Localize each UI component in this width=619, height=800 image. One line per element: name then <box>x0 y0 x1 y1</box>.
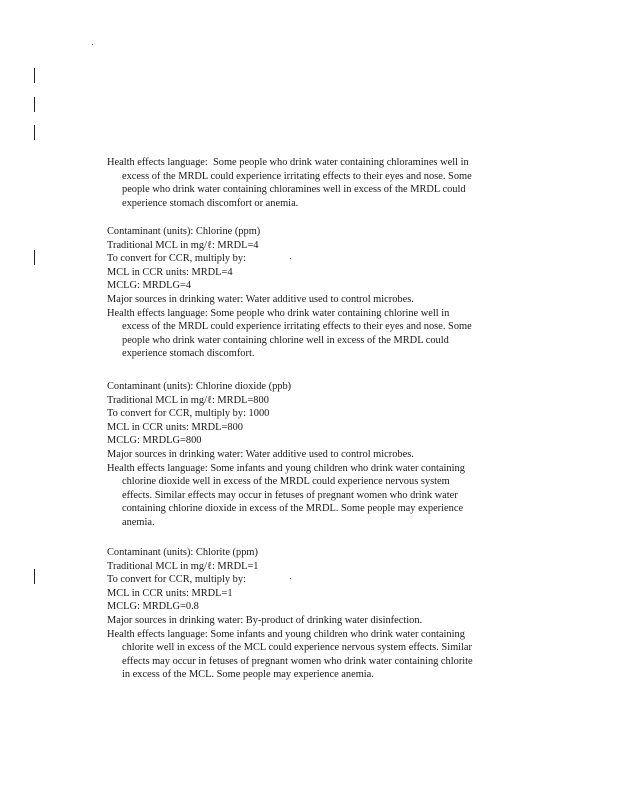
health-effects-line: containing chlorine dioxide in excess of the MRDL. Some people may experience <box>122 503 464 515</box>
health-effects-line: experience stomach discomfort. <box>122 348 255 360</box>
intro-health-line <box>107 156 527 170</box>
change-bar <box>34 68 35 83</box>
mcl-ccr-units: MCL in CCR units: MRDL=800 <box>107 421 243 433</box>
mclg: MCLG: MRDLG=0.8 <box>107 601 199 613</box>
intro-health-effects <box>107 156 527 210</box>
section-chlorine <box>107 225 527 361</box>
major-sources: Major sources in drinking water: Water additive used to control microbes. <box>107 448 414 460</box>
convert-factor: To convert for CCR, multiply by: 1000 <box>107 408 270 420</box>
traditional-mcl: Traditional MCL in mg/ℓ: MRDL=4 <box>107 239 259 251</box>
traditional-mcl: Traditional MCL in mg/ℓ: MRDL=800 <box>107 394 269 406</box>
change-bar <box>34 250 35 265</box>
contaminant-units: Contaminant (units): Chlorine (ppm) <box>107 226 261 237</box>
health-effects-line: chlorine dioxide well in excess of the MRDL could experience nervous system <box>122 476 450 488</box>
major-sources: Major sources in drinking water: Water additive used to control microbes. <box>107 293 414 305</box>
section-chlorine-dioxide <box>107 380 527 530</box>
intro-health-label: Health effects language: <box>107 157 208 168</box>
health-effects-line: effects may occur in fetuses of pregnant women who drink water containing chlorite <box>122 655 473 667</box>
mclg: MCLG: MRDLG=800 <box>107 435 202 447</box>
section-chlorite <box>107 546 527 682</box>
health-effects-line: Health effects language: Some people who drink water containing chlorine well in <box>107 307 450 319</box>
change-bar <box>34 97 35 112</box>
health-effects-line: excess of the MRDL could experience irritating effects to their eyes and nose. Some <box>122 321 472 333</box>
contaminant-units: Contaminant (units): Chlorine dioxide (ppb) <box>107 381 292 392</box>
health-effects-line: anemia. <box>122 516 155 528</box>
convert-factor: To convert for CCR, multiply by: <box>107 574 246 586</box>
change-bar <box>34 569 35 584</box>
mcl-ccr-units: MCL in CCR units: MRDL=1 <box>107 587 233 599</box>
contaminant-units: Contaminant (units): Chlorite (ppm) <box>107 547 258 558</box>
health-effects-line: people who drink water containing chlorine well in excess of the MRDL could <box>122 334 449 346</box>
intro-health-line: excess of the MRDL could experience irritating effects to their eyes and nose. Some <box>122 170 472 182</box>
intro-health-line: experience stomach discomfort or anemia. <box>122 197 299 209</box>
change-bar <box>34 125 35 140</box>
health-effects-line: in excess of the MCL. Some people may experience anemia. <box>122 669 374 681</box>
health-effects-line: Health effects language: Some infants and young children who drink water containing <box>107 628 465 640</box>
health-effects-line: Health effects language: Some infants and young children who drink water containing <box>107 462 465 474</box>
intro-health-text: Some people who drink water containing chloramines well in <box>212 157 469 168</box>
traditional-mcl: Traditional MCL in mg/ℓ: MRDL=1 <box>107 560 259 572</box>
scan-speck <box>92 44 93 45</box>
mcl-ccr-units: MCL in CCR units: MRDL=4 <box>107 266 233 278</box>
mclg: MCLG: MRDLG=4 <box>107 280 192 292</box>
health-effects-line: chlorite well in excess of the MCL could experience nervous system effects. Similar <box>122 642 473 654</box>
major-sources: Major sources in drinking water: By-product of drinking water disinfection. <box>107 614 423 626</box>
convert-factor: To convert for CCR, multiply by: <box>107 253 246 265</box>
intro-health-line: people who drink water containing chloramines well in excess of the MRDL could <box>122 184 466 196</box>
health-effects-line: effects. Similar effects may occur in fetuses of pregnant women who drink water <box>122 489 458 501</box>
